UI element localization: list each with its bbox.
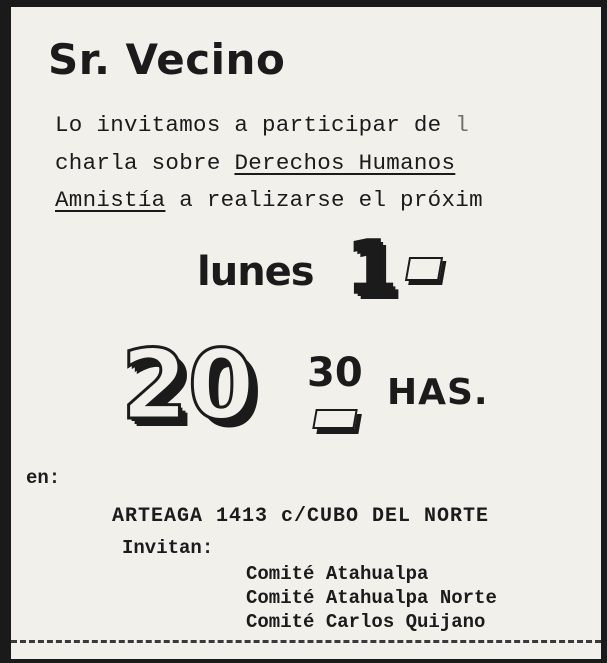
event-hour: 20 [121, 329, 255, 441]
event-minutes: 30 [307, 350, 363, 396]
ordinal-mark [405, 257, 443, 281]
flyer-heading: Sr. Vecino [48, 35, 286, 84]
invite-line-1-text: Lo invitamos a participar de [55, 112, 442, 138]
day-number: 1 [346, 225, 398, 311]
hour-unit: HAS. [387, 372, 489, 413]
flyer [11, 7, 601, 659]
event-address: ARTEAGA 1413 c/CUBO DEL NORTE [112, 505, 490, 528]
place-label: en: [26, 467, 61, 489]
organizer-item: Comité Atahualpa [246, 563, 429, 585]
invite-line-2-prefix: charla sobre [55, 150, 235, 176]
invite-line-1 [55, 112, 469, 138]
invite-line-3-suffix: a realizarse el próxim [165, 187, 483, 213]
invite-line-3 [55, 187, 483, 213]
organizer-item: Comité Carlos Quijano [246, 611, 486, 633]
minutes-underline-mark [312, 409, 358, 429]
invite-label: Invitan: [122, 537, 214, 559]
topic-human-rights: Derechos Humanos [234, 150, 456, 176]
organizer-item: Comité Atahualpa Norte [246, 587, 497, 609]
invite-line-1-cut: l [455, 112, 470, 138]
day-word: lunes [197, 249, 314, 295]
perforation-line [11, 640, 601, 643]
topic-amnesty: Amnistía [55, 187, 166, 213]
invite-line-2 [55, 150, 455, 176]
